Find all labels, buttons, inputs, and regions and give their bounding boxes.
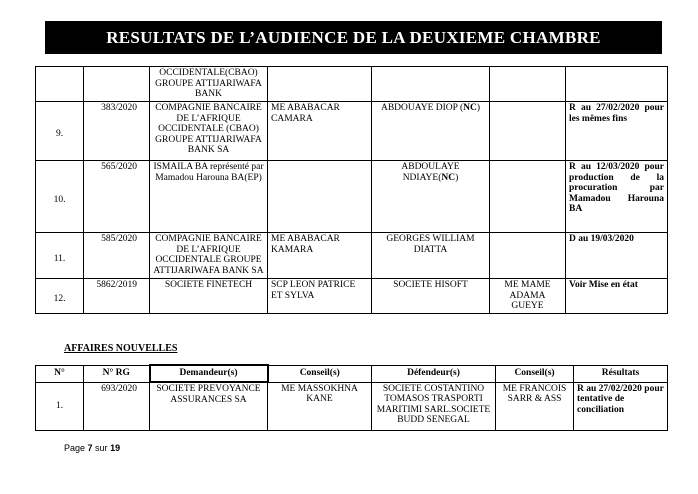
case-number xyxy=(36,67,84,102)
case-result: R au 27/02/2020 pour les mêmes fins xyxy=(566,102,668,161)
case-result: Voir Mise en état xyxy=(566,279,668,314)
case-number: 12. xyxy=(36,279,84,314)
case-defendant-counsel xyxy=(490,102,566,161)
table-row xyxy=(36,161,668,233)
case-number: 11. xyxy=(36,233,84,279)
case-rg: 383/2020 xyxy=(84,102,150,161)
case-number: 1. xyxy=(36,382,84,430)
header-rg: N° RG xyxy=(84,365,150,382)
page-footer: Page 7 sur 19 xyxy=(64,443,121,453)
table-header-row xyxy=(36,365,668,382)
case-defendant-counsel: ME FRANCOIS SARR & ASS xyxy=(496,382,574,430)
case-plaintiff: SOCIETE PREVOYANCE ASSURANCES SA xyxy=(150,382,268,430)
case-plaintiff-counsel: SCP LEON PATRICE ET SYLVA xyxy=(268,279,372,314)
table-row xyxy=(36,233,668,279)
case-defendant: SOCIETE COSTANTINO TOMASOS TRASPORTI MARITIMI SARL.SOCIETE BUDD SENEGAL xyxy=(372,382,496,430)
case-number: 10. xyxy=(36,161,84,233)
table-row xyxy=(36,382,668,430)
case-plaintiff: COMPAGNIE BANCAIRE DE L’AFRIQUE OCCIDENTALE GROUPE ATTIJARIWAFA BANK SA xyxy=(150,233,268,279)
case-plaintiff: ISMAILA BA représenté par Mamadou Harouna BA(EP) xyxy=(150,161,268,233)
table-row xyxy=(36,67,668,102)
case-plaintiff: SOCIETE FINETECH xyxy=(150,279,268,314)
case-defendant-counsel xyxy=(490,233,566,279)
case-defendant xyxy=(372,67,490,102)
table-row xyxy=(36,279,668,314)
case-defendant: GEORGES WILLIAM DIATTA xyxy=(372,233,490,279)
case-defendant: SOCIETE HISOFT xyxy=(372,279,490,314)
header-num: N° xyxy=(36,365,84,382)
case-defendant-counsel: ME MAME ADAMA GUEYE xyxy=(490,279,566,314)
case-result: R au 12/03/2020 pour production de la procuration par Mamadou Harouna BA xyxy=(566,161,668,233)
new-cases-table xyxy=(35,364,668,431)
case-result: D au 19/03/2020 xyxy=(566,233,668,279)
case-plaintiff-counsel xyxy=(268,67,372,102)
case-rg: 693/2020 xyxy=(84,382,150,430)
case-plaintiff: COMPAGNIE BANCAIRE DE L’AFRIQUE OCCIDENTALE (CBAO) GROUPE ATTIJARIWAFA BANK SA xyxy=(150,102,268,161)
case-plaintiff-counsel: ME ABABACAR KAMARA xyxy=(268,233,372,279)
header-defendant-counsel: Conseil(s) xyxy=(496,365,574,382)
header-result: Résultats xyxy=(574,365,668,382)
table-row xyxy=(36,102,668,161)
header-plaintiff-counsel: Conseil(s) xyxy=(268,365,372,382)
case-result: R au 27/02/2020 pour tentative de conciliation xyxy=(574,382,668,430)
case-defendant-counsel xyxy=(490,67,566,102)
case-rg xyxy=(84,67,150,102)
header-defendant: Défendeur(s) xyxy=(372,365,496,382)
case-number: 9. xyxy=(36,102,84,161)
case-rg: 565/2020 xyxy=(84,161,150,233)
header-plaintiff: Demandeur(s) xyxy=(150,365,268,382)
page-banner-title: RESULTATS DE L’AUDIENCE DE LA DEUXIEME CHAMBRE xyxy=(45,21,662,54)
case-defendant: ABDOUAYE DIOP (NC) xyxy=(372,102,490,161)
case-defendant: ABDOULAYE NDIAYE(NC) xyxy=(372,161,490,233)
case-plaintiff: OCCIDENTALE(CBAO) GROUPE ATTIJARIWAFA BANK xyxy=(150,67,268,102)
case-plaintiff-counsel: ME ABABACAR CAMARA xyxy=(268,102,372,161)
section-title-new-cases: AFFAIRES NOUVELLES xyxy=(64,343,178,354)
case-result xyxy=(566,67,668,102)
case-plaintiff-counsel: ME MASSOKHNA KANE xyxy=(268,382,372,430)
case-rg: 5862/2019 xyxy=(84,279,150,314)
case-rg: 585/2020 xyxy=(84,233,150,279)
case-plaintiff-counsel xyxy=(268,161,372,233)
case-defendant-counsel xyxy=(490,161,566,233)
results-table-continued xyxy=(35,66,668,314)
